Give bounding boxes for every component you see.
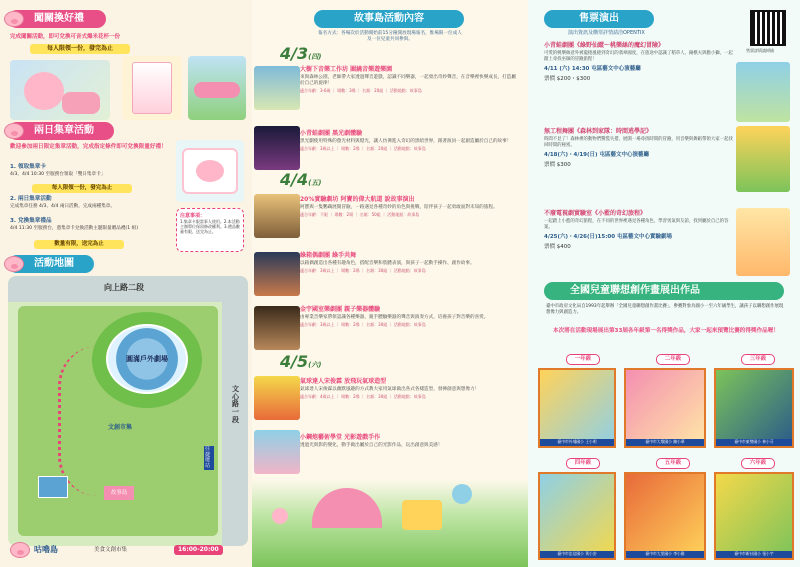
right-panel (528, 0, 800, 567)
exhibit-desc: 臺中市政府文化局自1993年起舉辦「全國兒童聯想創作畫比賽」，參賽對象為國小一至六年級學生，讓孩子以聯想創作展現想像力與創造力。 (546, 304, 784, 315)
event-4-desc: 以箱偶創造出各種有趣角色，搭配音樂和肢體表演，與孩子一起動手操作、創作故事。 (300, 261, 475, 266)
footer-time: 16:00-20:00 (174, 545, 223, 555)
step-2-text: 完成集章任務 4/3、4/4 兩日活動，完成兩種集章。 (10, 203, 115, 209)
kids-photo (188, 56, 246, 120)
show-2-desc: 時間不見了！森林裡的動物們驚慌失措，展開一場尋找時間的冒險，用音樂與舞蹈帶領大家一起找回時間的秘密。 (544, 137, 733, 148)
footer-label: 咕嚕島 (34, 545, 58, 554)
event-4-title: 綠箱偶劇團 綠手共舞 (300, 252, 357, 259)
step-3-text: 4/4 11:30 至服務台，憑集章卡兌換活動主題限量贈品禮(1 組) (10, 225, 138, 231)
artwork-6[interactable] (714, 472, 794, 560)
step-3-title: 兌換集章禮品 (17, 218, 52, 224)
event-5-photo (254, 306, 300, 350)
grade-1-label: 一年級 (566, 354, 600, 365)
event-2-title: 小青蛙劇團 黑光劇體驗 (300, 130, 363, 137)
event-3-desc: 阿寶與一隻鸚鵡展開冒險，一路遇見各種奇妙的角色與挑戰，陪伴孩子一起勇敢面對未知的旅程。 (300, 205, 498, 210)
event-3-meta: 適合年齡：不限 ｜ 場數：2場 ｜ 名額：50組 ｜ 活動地點：故事島 (300, 211, 420, 217)
date-3 (280, 352, 322, 371)
artwork-2[interactable] (624, 368, 706, 448)
footer-text: 美食文創市集 (94, 547, 128, 553)
map-area (8, 276, 248, 546)
event-3 (300, 194, 518, 218)
date-2-day: (五) (308, 179, 322, 187)
step-2-num: 2 (10, 196, 14, 202)
grade-5-label: 五年級 (656, 458, 690, 469)
step-1-text: 4/3、4/4 10:30 至服務台領取「雙日集章卡」 (10, 171, 106, 177)
artwork-4-caption: 臺中市忠信國小 黃小安 (540, 551, 614, 558)
artwork-5[interactable] (624, 472, 706, 560)
event-2-meta: 適合年齡：3歲以上 ｜ 場數：2場 ｜ 名額：20組 ｜ 活動地點：故事島 (300, 145, 426, 151)
event-5-desc: 由專業音樂家帶領認識各種樂器，親手體驗樂器的聲音與演奏方式，培養孩子對音樂的喜愛。 (300, 315, 489, 320)
event-3-photo (254, 194, 300, 238)
map-story-block[interactable] (38, 476, 68, 498)
event-1-desc: 來與森林公園，老師帶大家透過聲音遊戲，認識不同樂器，一起發出奇妙聲音，在音樂裡快樂成長，打造屬於自己的旋律！ (300, 75, 516, 86)
step-3-bar: 數量有限，送完為止 (34, 240, 124, 249)
stamp-desc: 歡迎參加兩日限定集章活動，完成指定條件即可兌換限量好禮！ (10, 144, 167, 150)
event-3-title: 20%實驗劇坊 阿寶的偉大航道 說故事演出 (300, 196, 415, 203)
show-2 (544, 126, 734, 168)
step-1: 1. 領取集章卡 4/3、4/4 10:30 至服務台領取「雙日集章卡」 (10, 164, 160, 178)
event-7-photo (254, 430, 300, 474)
show-1-date: 4/11 (六) 14:30 屯區藝文中心演藝廳 (544, 66, 641, 73)
event-1-title: 大樹下音樂工作坊 圍繞音樂遊樂園 (300, 66, 393, 73)
step-2-title: 兩日集章活動 (17, 196, 52, 202)
map-road-top: 向上路二段 (104, 283, 144, 292)
prize-photo (10, 60, 110, 120)
exhibit-title: 全國兒童聯想創作畫展出作品 (544, 282, 784, 300)
artwork-4[interactable] (538, 472, 616, 560)
event-1-photo (254, 66, 300, 110)
artwork-3[interactable] (714, 368, 794, 448)
show-1-title: 小青蛙劇團《綠野仙蹤～桃樂絲的魔幻冒險》 (544, 42, 665, 49)
mid-title: 故事島活動內容 (314, 10, 464, 28)
grade-4-label: 四年級 (566, 458, 600, 469)
date-3-day: (六) (308, 361, 322, 369)
step-1-title: 領取集章卡 (17, 164, 46, 170)
pig-icon-3 (4, 256, 24, 272)
grade-2-label: 二年級 (656, 354, 690, 365)
show-3-desc: 一起踏上小藍的奇幻旅程，在不同的世界裡遇見各種角色，學習勇氣與友誼，找到屬於自己的答案。 (544, 219, 729, 230)
show-2-title: 無工程舞團《森林到家隊：時間逃學記》 (544, 128, 653, 135)
event-1-meta: 適合年齡：3-6歲 ｜ 場數：3場 ｜ 名額：20組 ｜ 活動地點：故事島 (300, 87, 422, 93)
left-panel (0, 0, 252, 567)
pillow-photo (176, 140, 244, 202)
show-1-poster[interactable] (736, 62, 790, 122)
artwork-5-caption: 臺中市大里國小 李小雅 (626, 551, 704, 558)
date-1 (280, 44, 322, 63)
pig-icon-2 (4, 123, 24, 139)
event-7-desc: 透過光與影的變化，動手做出屬於自己的光影作品，玩出創意與美感！ (300, 443, 443, 448)
show-1 (544, 40, 734, 82)
event-1 (300, 64, 518, 94)
show-2-price: 票價 $300 (544, 162, 571, 169)
event-2 (300, 128, 518, 152)
grade-3-label: 三年級 (741, 354, 775, 365)
event-5 (300, 304, 518, 328)
show-3 (544, 208, 734, 250)
popcorn-cup-photo (122, 56, 182, 120)
map-path-label: 文創市集 (108, 424, 133, 431)
show-3-title: 不廢電視劇實驗室《小藍的奇幻旅程》 (544, 210, 647, 217)
section-title-map: 活動地圖 (8, 255, 94, 273)
step-3-num: 3 (10, 218, 14, 224)
artwork-3-caption: 臺中市東勢國小 林小芬 (716, 439, 792, 446)
event-7-title: 小鋼炮藝術學堂 光影遊戲手作 (300, 434, 381, 441)
right-note: 演出資訊及購票詳情請洽OPENTIX (568, 30, 645, 36)
event-4-meta: 適合年齡：3歲以上 ｜ 場數：2場 ｜ 名額：30組 ｜ 活動地點：故事島 (300, 267, 426, 273)
right-title: 售票演出 (544, 10, 654, 28)
artwork-6-caption: 臺中市新社國小 張小宇 (716, 551, 792, 558)
middle-panel (252, 0, 528, 567)
artworks-grid (536, 354, 796, 562)
artwork-2-caption: 臺中市大墩國小 陳小華 (626, 439, 704, 446)
step-1-bar: 每人限領一份，發完為止 (32, 184, 132, 193)
event-5-title: 金宇國室樂劇團 親子樂器體驗 (300, 306, 381, 313)
notice-box (176, 208, 244, 252)
event-6-photo (254, 376, 300, 420)
gift-limit-bar: 每人限領一份，發完為止 (30, 44, 130, 54)
date-1-value: 4/3 (280, 44, 309, 63)
step-2: 2. 兩日集章活動 完成集章任務 4/3、4/4 兩日活動，完成兩種集章。 (10, 196, 160, 210)
artwork-1[interactable] (538, 368, 616, 448)
event-6-meta: 適合年齡：4歲以上 ｜ 場數：2場 ｜ 名額：30組 ｜ 活動地點：故事島 (300, 393, 426, 399)
event-2-photo (254, 126, 300, 170)
show-2-date: 4/18(六)・4/19(日) 屯區藝文中心演藝廳 (544, 152, 649, 159)
show-3-date: 4/25(六)・4/26(日)15:00 屯區藝文中心實驗劇場 (544, 234, 672, 241)
mid-note: 報名方式：各場次於活動開始前15分鐘開放現場報名，惟場限一位成人及一位兒童共同參與。 (318, 31, 462, 43)
step-3: 3. 兌換集章禮品 4/4 11:30 至服務台，憑集章卡兌換活動主題限量贈品禮(1 組) (10, 218, 160, 232)
pig-icon-footer (10, 542, 30, 558)
artwork-1-caption: 臺中市外埔國小 王小明 (540, 439, 614, 446)
step-1-num: 1 (10, 164, 14, 170)
section-title-stamp: 兩日集章活動 (8, 122, 114, 140)
event-7 (300, 432, 518, 449)
date-1-day: (四) (308, 53, 322, 61)
event-4 (300, 250, 518, 274)
event-6-desc: 氣球達人宋俊霖以幽默風趣的方式教大家用氣球做出各式各樣造型，發揮創意與想像力！ (300, 387, 480, 392)
notice-title: 注意事項： (180, 213, 206, 219)
date-2 (280, 170, 322, 189)
carnival-illustration (252, 480, 528, 567)
show-2-poster[interactable] (736, 126, 790, 192)
exhibit-highlight: 本次將在活動現場展出第33屆各年級第一名得獎作品，大家一起來預覽比賽的得獎作品喔！ (553, 328, 779, 334)
map-road-right: 文心路一段 (232, 385, 239, 424)
show-3-poster[interactable] (736, 208, 790, 276)
map-story-label[interactable]: 故事島 (104, 486, 134, 500)
map-theater-label[interactable]: 圓滿戶外劇場 (126, 355, 168, 363)
notice-text: 1.集章卡限當事人使用。2.本活動主辦單位保留修改權利。3.禮品數量有限，送完為止。 (180, 219, 240, 235)
event-6-title: 氣球達人宋俊霖 放飛玩氣球造型 (300, 378, 387, 385)
map-gate-label: 往捷運站 (204, 446, 214, 470)
qr-caption: 售票詳情請掃描 (746, 48, 774, 53)
event-6 (300, 376, 518, 400)
date-2-value: 4/4 (280, 170, 309, 189)
qr-code[interactable] (750, 10, 786, 46)
show-1-price: 票價 $200・$300 (544, 76, 591, 83)
pig-icon (4, 11, 24, 27)
event-2-desc: 黑光劇使用特殊的螢光材料與燈光，讓人彷彿進入奇幻的黑暗世界，跟著演員一起創造屬於自己的故事！ (300, 139, 512, 144)
event-4-photo (254, 252, 300, 296)
date-3-value: 4/5 (280, 352, 309, 371)
gift-desc: 完成闖關活動，即可兌換可音式爆米花杯一份 (10, 34, 121, 40)
show-3-price: 票價 $400 (544, 244, 571, 251)
show-1-desc: 可愛的桃樂絲意外被龍捲風捲到奇幻的翡翠國度，在旅途中認識了稻草人、錫樵夫與膽小獅，一起踏上尋找巫師的冒險旅程！ (544, 51, 733, 62)
section-title-gifts: 闖關換好禮 (8, 10, 106, 28)
event-5-meta: 適合年齡：3歲以上 ｜ 場數：2場 ｜ 名額：30組 ｜ 活動地點：故事島 (300, 321, 426, 327)
grade-6-label: 六年級 (741, 458, 775, 469)
